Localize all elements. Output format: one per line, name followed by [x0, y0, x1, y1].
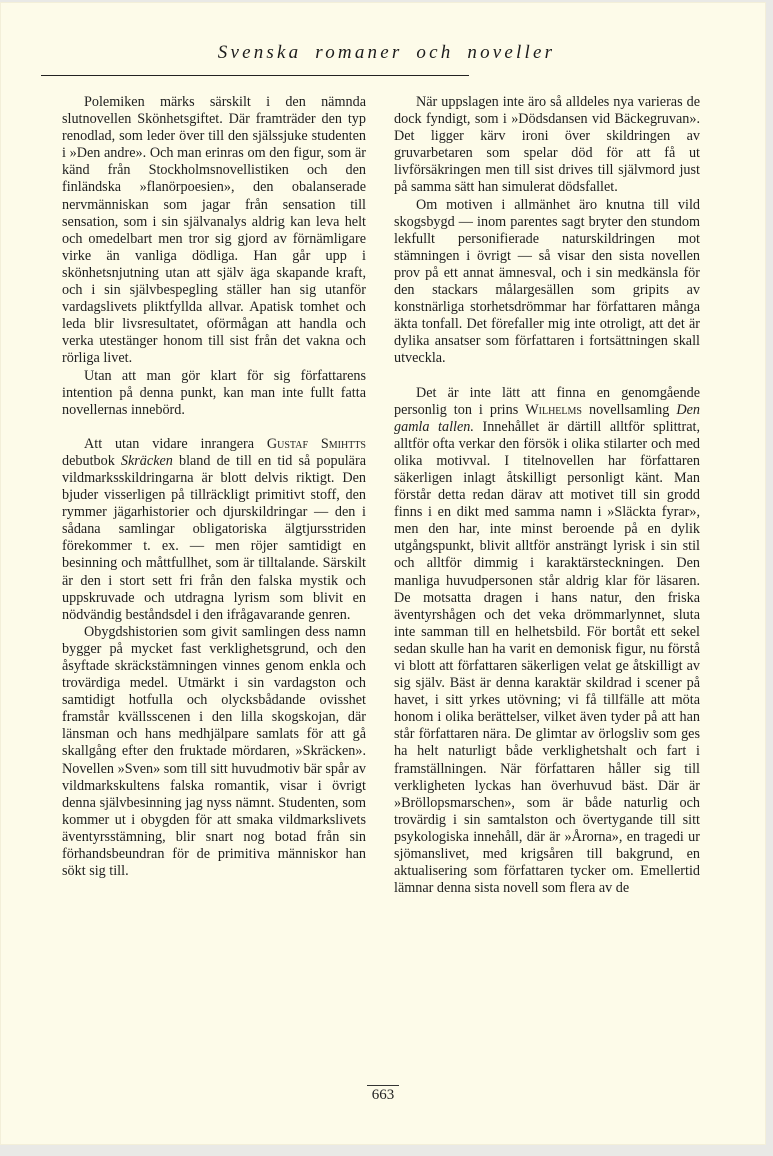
paragraph: Utan att man gör klart för sig författarens intention på denna punkt, kan man inte fullt fatta novellernas innebörd.	[62, 367, 366, 418]
page-number: 663	[367, 1085, 399, 1104]
book-title: Den gamla tallen.	[394, 401, 701, 435]
book-title: Skräcken	[120, 452, 173, 469]
paragraph-prins-wilhelm: Det är inte lätt att finna en genomgående personlig ton i prins Wilhelms novellsamling Den gamla tallen. Innehållet är därtill alltför splittrat, alltför ofta verkar den försök i olika stilarter och med olika motivval. I titelnovellen har författaren säkerligen inlagt åtskilligt personligt känt. Man förstår detta redan därav att motivet till sin grodd finns i en dikt med samma namn i »Släckta fyrar», men den har, inte minst beroende på en dylik utgångspunkt, blivit alltför ansträngt lyrisk i sin stil och alltför dimmig i karaktärsteckningen. Den manliga huvudpersonen står aldrig klar för läsaren. De motsatta dragen i hans natur, den friska äventyrshågen och det veka drömmarlynnet, sluta inte samman till en helhetsbild. För bortåt ett sekel sedan skulle han ha varit en demonisk figur, nu förstå vi blott att författaren säkerligen velat ge åtskilligt av sig själv. Bäst är denna karaktär skildrad i scener på havet, i sitt yrkes utövning; vi få tillfälle att möta honom i olika berättelser, vilket även tyder på att han står författaren nära. De glimtar av örlogsliv som ges ha helt naturligt både verklighetshalt och fart i framställningen. När författaren håller sig till verkligheten lyckas han överhuvud bäst. Där är »Bröllopsmarschen», som är både naturlig och trovärdig i sin samtalston och övertygande till sitt psykologiska innehåll, där är »Årorna», en tragedi ur sjömanslivet, med krigsåren till bakgrund, en aktualisering som författaren tycker om. Emellertid lämnar denna sista novell som flera av de	[394, 384, 701, 897]
author-name: Gustaf	[266, 435, 309, 452]
header-rule	[41, 75, 469, 76]
author-name: Smihtts	[320, 435, 366, 452]
author-name: Wilhelms	[525, 401, 582, 418]
running-title: Svenska romaner och noveller	[217, 42, 556, 63]
paragraph: Om motiven i allmänhet äro knutna till vild skogsbygd — inom parentes sagt bryter den stundom lekfullt personifierade naturskildringen mot stämningen i övrigt — så visar den sista novellen prov på ett annat ämnesval, och i sin medkänsla för den stackars målargesällen som gripits av konstnärliga storhetsdrömmar har författaren många äkta tonfall. Det förefaller mig inte otroligt, att det är dylika ansatser som författaren i fortsättningen skall utveckla.	[394, 196, 700, 367]
paragraph: Obygdshistorien som givit samlingen dess namn bygger på mycket fast verklighetsgrund, och den åsyftade skräckstämningen vinnes genom enkla och trovärdiga medel. Utmärkt i sin vardagston och samtidigt hotfulla och olycksbådande ovisshet framstår kvällsscenen i den lilla skogskojan, där länsman och hans medhjälpare samlats för att gå skallgång efter den fruktade mördaren, »Skräcken». Novellen »Sven» som till sitt huvudmotiv bär spår av vildmarkskultens falska romantik, visar i övrigt denna självbesinning jag nyss nämnt. Studenten, som kommer ut i obygden för att smaka vildmarkslivets äventyrsstämning, blir snart nog botad från sin förhandsbeundran för de primitiva människor han sökt sig till.	[62, 623, 366, 880]
paragraph-gustaf-smihtt: Att utan vidare inrangera Gustaf Smihtts debutbok Skräcken bland de till en tid så populära vildmarksskildringarna är blott delvis riktigt. Den bjuder visserligen på tillräckligt primitivt stoff, den rymmer jägarhistorier och djurskildringar — den i sådana samlingar obligatoriska älgtjursstriden förekommer t. ex. — men röjer samtidigt en besinning och måttfullhet, som är tilltalande. Särskilt är den i stort sett fri från den falska mystik och uppskruvade och utdragna lyrism som blivit en nödvändig beståndsdel i den ifrågavarande genren.	[62, 435, 366, 623]
left-column	[62, 94, 366, 880]
right-column	[394, 94, 700, 897]
paragraph: När uppslagen inte äro så alldeles nya varieras de dock fyndigt, som i »Dödsdansen vid Bäckegruvan». Det ligger kärv ironi över skildringen av gruvarbetaren som spelar död för att få ut livförsäkringen men till sist drives till självmord just på samma sätt han simulerat dödsfallet.	[394, 94, 700, 196]
book-page	[0, 2, 766, 1145]
paragraph: Polemiken märks särskilt i den nämnda slutnovellen Skönhetsgiftet. Där framträder den typ renodlad, som leder över till den själssjuke studenten i »Den andre». Och man erinras om den figur, som är känd från Stockholmsnovellistiken och den finländska »flanörpoesien», den obalanserade nervmänniskan som jagar från sensation till sensation, som i sin självanalys aldrig kan leva helt och omedelbart men tror sig gjord av förnämligare virke än vanliga dödliga. Han går upp i skönhetsnjutning utan att själv äga skapande kraft, och i sin självbespegling ställer han sig utanför vardagslivets pliktfyllda allvar. Apatisk tomhet och leda blir livsresultatet, oförmågan att handla och verka utestänger honom till sist från det vakna och rörliga livet.	[62, 94, 366, 367]
